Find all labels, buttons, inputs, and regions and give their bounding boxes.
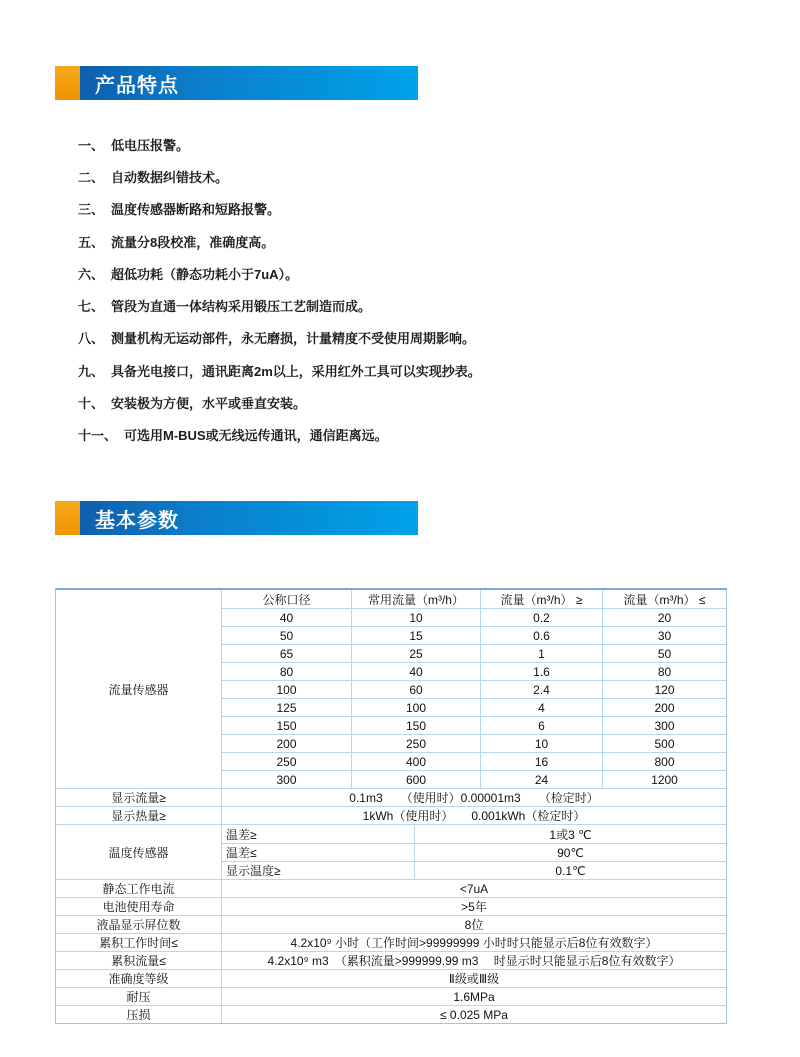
- cell-diameter: 40: [279, 610, 294, 625]
- orange-accent-block: [55, 66, 80, 100]
- cell-flow-max: 30: [602, 627, 726, 644]
- cell-common-flow: 15: [351, 627, 480, 644]
- static-current-row: [56, 879, 726, 897]
- temp-row: [222, 843, 726, 861]
- row-value: >5年: [221, 898, 726, 915]
- feature-number: 五、: [78, 234, 105, 250]
- section-title-params: 基本参数: [95, 509, 179, 532]
- feature-list: [78, 128, 738, 451]
- lcd-digits-row: [56, 915, 726, 933]
- temp-sensor-label: 温度传感器: [108, 845, 169, 860]
- feature-text: 可选用M-BUS或无线远传通讯，通信距离远。: [124, 428, 388, 444]
- row-value: ≤ 0.025 MPa: [221, 1006, 726, 1023]
- feature-number: 二、: [78, 169, 105, 185]
- feature-text: 温度传感器断路和短路报警。: [111, 202, 281, 218]
- cell-common-flow: 10: [351, 609, 480, 626]
- cell-common-flow: 40: [351, 663, 480, 680]
- row-label: 准确度等级: [108, 972, 169, 986]
- feature-text: 具备光电接口，通讯距离2m以上，采用红外工具可以实现抄表。: [111, 363, 481, 379]
- row-value: Ⅱ级或Ⅲ级: [221, 970, 726, 987]
- feature-text: 超低功耗（静态功耗小于7uA）。: [111, 266, 299, 282]
- cell-flow-min: 1.6: [480, 663, 602, 680]
- section-header-features: [55, 66, 418, 100]
- cell-common-flow: 60: [351, 681, 480, 698]
- temp-value: 0.1℃: [414, 862, 726, 879]
- temp-sensor-grid: [221, 825, 726, 879]
- row-label: 压损: [126, 1008, 151, 1022]
- feature-number: 一、: [78, 137, 105, 153]
- flow-row: [222, 626, 726, 644]
- row-value: 4.2x10⁹ m3 （累积流量>999999.99 m3 时显示时只能显示后8位有效数字）: [221, 952, 726, 969]
- cell-common-flow: 25: [351, 645, 480, 662]
- feature-text: 低电压报警。: [111, 137, 190, 153]
- cell-flow-max: 300: [602, 717, 726, 734]
- flow-row: [222, 752, 726, 770]
- cell-flow-max: 500: [602, 735, 726, 752]
- cumulative-flow-row: [56, 951, 726, 969]
- col-header-flow-min: 流量（m³/h） ≥: [480, 590, 602, 608]
- orange-accent-block: [55, 501, 80, 535]
- cell-flow-min: 0.6: [480, 627, 602, 644]
- battery-life-row: [56, 897, 726, 915]
- flow-row: [222, 716, 726, 734]
- temp-row: [222, 825, 726, 843]
- cell-flow-max: 20: [602, 609, 726, 626]
- cell-flow-max: 1200: [602, 771, 726, 788]
- feature-item: [78, 193, 738, 225]
- temp-sub-label: 温差≤: [226, 846, 257, 860]
- feature-item: [78, 289, 738, 321]
- row-label: 显示热量≥: [111, 809, 166, 823]
- flow-row: [222, 734, 726, 752]
- pressure-loss-row: [56, 1005, 726, 1023]
- feature-item: [78, 354, 738, 386]
- feature-number: 十一、: [78, 428, 118, 444]
- cell-diameter: 125: [276, 700, 297, 715]
- cell-diameter: 80: [279, 664, 294, 679]
- feature-number: 八、: [78, 331, 105, 347]
- cell-flow-min: 1: [480, 645, 602, 662]
- flow-sensor-grid: [221, 590, 726, 788]
- temp-sub-label: 温差≥: [226, 827, 257, 842]
- flow-row: [222, 770, 726, 788]
- row-label: 静态工作电流: [102, 882, 175, 896]
- feature-text: 流量分8段校准，准确度高。: [111, 234, 275, 250]
- cell-flow-max: 50: [602, 645, 726, 662]
- feature-number: 十、: [78, 396, 105, 412]
- feature-number: 三、: [78, 202, 105, 218]
- feature-item: [78, 322, 738, 354]
- cell-flow-min: 0.2: [480, 609, 602, 626]
- feature-number: 七、: [78, 299, 105, 315]
- cell-diameter: 50: [279, 628, 294, 643]
- section-header-params: [55, 501, 418, 535]
- flow-row: [222, 608, 726, 626]
- row-label: 液晶显示屏位数: [96, 918, 181, 932]
- cell-flow-max: 80: [602, 663, 726, 680]
- banner-gradient-bar: [80, 501, 418, 535]
- work-time-row: [56, 933, 726, 951]
- temp-row: [222, 861, 726, 879]
- cell-common-flow: 150: [351, 717, 480, 734]
- cell-diameter: 250: [276, 754, 297, 769]
- display-flow-row: [56, 788, 726, 806]
- spec-table: [55, 588, 727, 1024]
- flow-sensor-section: [56, 590, 726, 788]
- temp-value: 1或3 ℃: [414, 825, 726, 843]
- feature-text: 安装极为方便，水平或垂直安装。: [111, 396, 307, 412]
- cell-flow-min: 24: [480, 771, 602, 788]
- cell-flow-min: 16: [480, 753, 602, 770]
- flow-row: [222, 680, 726, 698]
- row-value: 4.2x10⁹ 小时（工作时间>99999999 小时时只能显示后8位有效数字）: [221, 934, 726, 951]
- temp-value: 90℃: [414, 844, 726, 861]
- row-label: 显示流量≥: [111, 791, 166, 805]
- cell-flow-min: 2.4: [480, 681, 602, 698]
- flow-row: [222, 644, 726, 662]
- flow-sensor-label: 流量传感器: [108, 682, 169, 697]
- cell-flow-max: 120: [602, 681, 726, 698]
- col-header-diameter: 公称口径: [262, 592, 311, 607]
- row-label: 耐压: [126, 990, 151, 1004]
- feature-item: [78, 128, 738, 160]
- feature-item: [78, 257, 738, 289]
- row-label: 累积流量≤: [111, 954, 166, 968]
- feature-item: [78, 225, 738, 257]
- cell-common-flow: 400: [351, 753, 480, 770]
- flow-header-row: [222, 590, 726, 608]
- col-header-flow-max: 流量（m³/h） ≤: [602, 590, 726, 608]
- cell-diameter: 65: [279, 646, 294, 661]
- feature-text: 自动数据纠错技术。: [111, 169, 229, 185]
- cell-common-flow: 250: [351, 735, 480, 752]
- banner-gradient-bar: [80, 66, 418, 100]
- cell-flow-min: 10: [480, 735, 602, 752]
- feature-number: 九、: [78, 363, 105, 379]
- cell-diameter: 100: [276, 682, 297, 697]
- row-value: <7uA: [221, 880, 726, 897]
- row-value: 1.6MPa: [221, 988, 726, 1005]
- cell-flow-max: 800: [602, 753, 726, 770]
- row-value: 8位: [221, 916, 726, 933]
- cell-flow-min: 4: [480, 699, 602, 716]
- flow-row: [222, 662, 726, 680]
- cell-flow-min: 6: [480, 717, 602, 734]
- feature-item: [78, 160, 738, 192]
- feature-item: [78, 386, 738, 418]
- feature-number: 六、: [78, 266, 105, 282]
- row-label: 累积工作时间≤: [99, 936, 178, 950]
- col-header-common-flow: 常用流量（m³/h）: [351, 590, 480, 608]
- cell-common-flow: 100: [351, 699, 480, 716]
- cell-diameter: 150: [276, 718, 297, 733]
- pressure-rating-row: [56, 987, 726, 1005]
- temp-sub-label: 显示温度≥: [226, 864, 281, 878]
- feature-text: 测量机构无运动部件，永无磨损，计量精度不受使用周期影响。: [111, 331, 476, 347]
- cell-diameter: 300: [276, 772, 297, 787]
- cell-diameter: 200: [276, 736, 297, 751]
- row-value: 0.1m3 （使用时）0.00001m3 （检定时）: [221, 789, 726, 806]
- row-value: 1kWh（使用时） 0.001kWh（检定时）: [221, 807, 726, 824]
- feature-item: [78, 419, 738, 451]
- cell-flow-max: 200: [602, 699, 726, 716]
- cell-common-flow: 600: [351, 771, 480, 788]
- row-label: 电池使用寿命: [102, 900, 175, 914]
- temp-sensor-section: [56, 824, 726, 879]
- display-heat-row: [56, 806, 726, 824]
- flow-row: [222, 698, 726, 716]
- feature-text: 管段为直通一体结构采用锻压工艺制造而成。: [111, 299, 372, 315]
- accuracy-class-row: [56, 969, 726, 987]
- section-title-features: 产品特点: [95, 74, 179, 97]
